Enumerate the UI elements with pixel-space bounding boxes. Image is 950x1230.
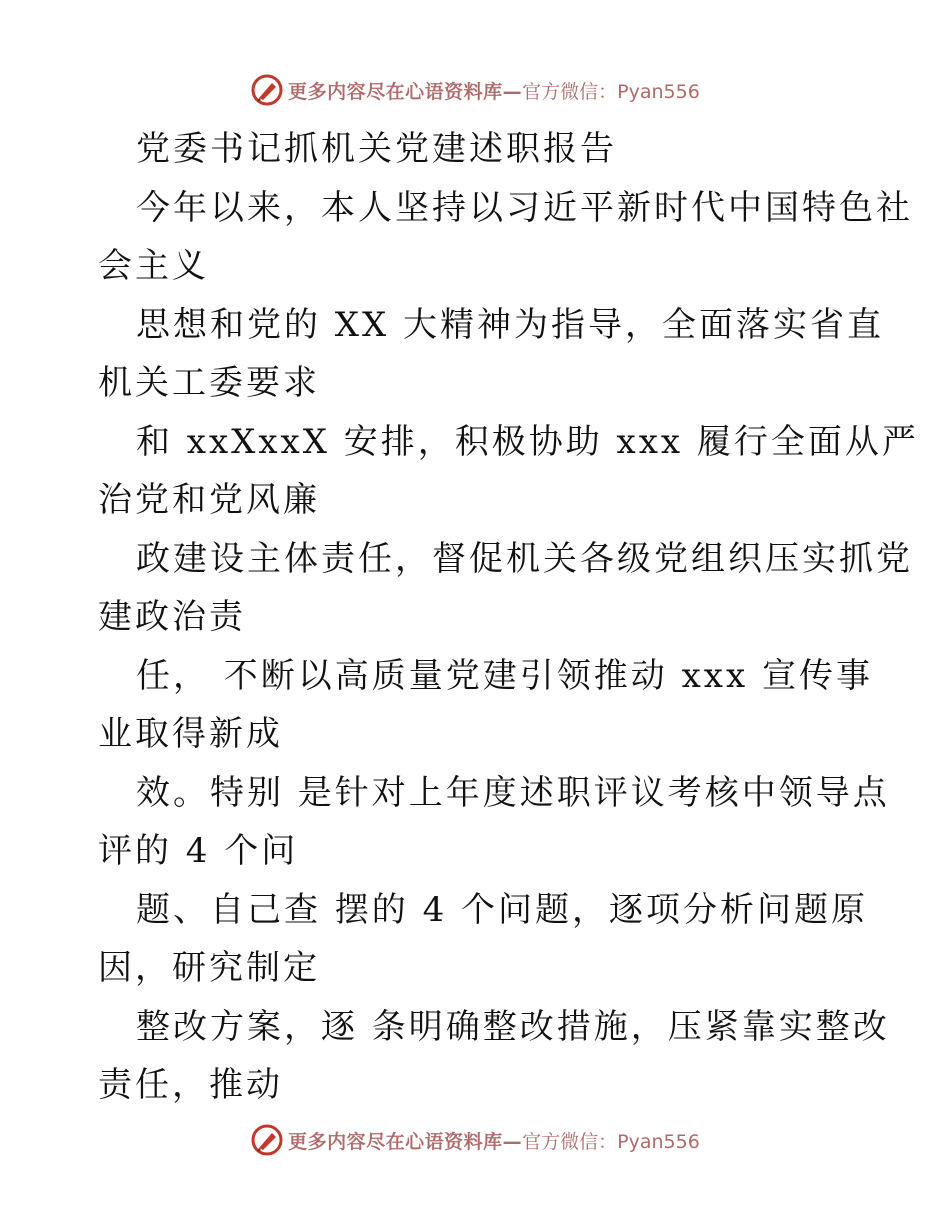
banner-wechat: 官方微信：Pyan556 <box>522 80 700 103</box>
paragraph-line: 建政治责 <box>98 597 246 637</box>
banner-wechat: 官方微信：Pyan556 <box>522 1130 700 1153</box>
header-banner <box>0 70 950 110</box>
paragraph-line: 治党和党风廉 <box>98 480 320 520</box>
paragraph-line: 任， 不断以高质量党建引领推动 xxx 宣传事 <box>136 655 873 696</box>
pen-logo-icon <box>250 73 284 107</box>
banner-text: 更多内容尽在心语资料库— <box>288 80 523 103</box>
pen-logo-icon <box>250 1123 284 1157</box>
banner-text: 更多内容尽在心语资料库— <box>288 1130 523 1153</box>
paragraph-line: 今年以来，本人坚持以习近平新时代中国特色社 <box>136 187 913 228</box>
document-title: 党委书记抓机关党建述职报告 <box>136 129 617 169</box>
footer-banner <box>0 1120 950 1160</box>
paragraph-line: 因，研究制定 <box>98 948 320 988</box>
document-body <box>98 120 919 1115</box>
paragraph-line: 机关工委要求 <box>98 363 320 403</box>
paragraph-line: 业取得新成 <box>98 714 283 754</box>
paragraph-line: 和 xxXxxX 安排，积极协助 xxx 履行全面从严 <box>136 421 919 462</box>
paragraph-line: 评的 4 个问 <box>98 831 299 871</box>
paragraph-line: 责任，推动 <box>98 1065 283 1105</box>
paragraph-line: 效。特别 是针对上年度述职评议考核中领导点 <box>136 772 890 813</box>
paragraph-line: 会主义 <box>98 246 209 286</box>
paragraph-line: 思想和党的 XX 大精神为指导，全面落实省直 <box>136 304 885 345</box>
paragraph-line: 题、自己查 摆的 4 个问题，逐项分析问题原 <box>136 889 869 930</box>
paragraph-line: 政建设主体责任，督促机关各级党组织压实抓党 <box>136 538 913 579</box>
paragraph-line: 整改方案，逐 条明确整改措施，压紧靠实整改 <box>136 1006 890 1047</box>
